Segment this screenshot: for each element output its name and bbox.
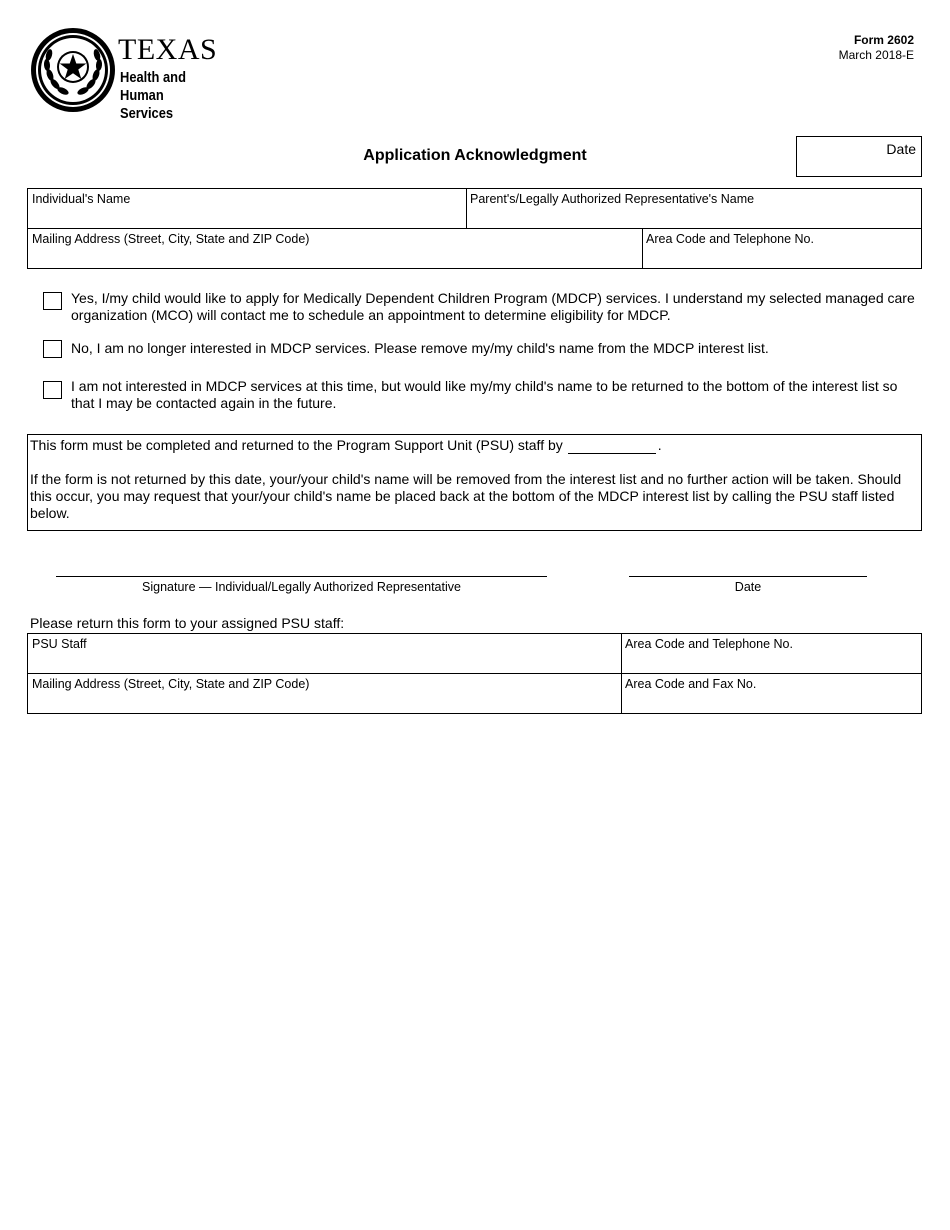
individual-name-label: Individual's Name (32, 192, 131, 206)
applicant-mailing-address-field[interactable] (28, 229, 642, 269)
psu-fax-label: Area Code and Fax No. (625, 677, 757, 691)
form-revision: March 2018-E (838, 48, 914, 62)
option-defer-checkbox[interactable] (43, 381, 62, 399)
individual-name-field[interactable] (28, 189, 466, 228)
option-apply-checkbox[interactable] (43, 292, 62, 310)
form-number: Form 2602 (853, 33, 914, 47)
applicant-mailing-address-label: Mailing Address (Street, City, State and ZIP Code) (32, 232, 310, 246)
psu-info-table (27, 633, 922, 714)
logo-line-2: Health and Human (120, 69, 186, 104)
applicant-info-table (27, 188, 922, 269)
option-defer-text: I am not interested in MDCP services at this time, but would like my/my child's name to be returned to the bottom of the interest list so that I may be contacted again in the future. (71, 378, 898, 411)
logo-line-3: Services (120, 105, 174, 122)
applicant-phone-label: Area Code and Telephone No. (646, 232, 814, 246)
deadline-period: . (657, 437, 662, 453)
representative-name-label: Parent's/Legally Authorized Representative's Name (470, 192, 755, 206)
date-field[interactable] (796, 136, 922, 177)
date-field-label: Date (886, 141, 916, 157)
signature-line[interactable] (56, 576, 547, 577)
deadline-line (30, 437, 662, 454)
deadline-date-field[interactable] (568, 440, 656, 454)
signature-label: Signature — Individual/Legally Authorized Representative (142, 580, 461, 594)
option-apply (43, 290, 921, 326)
return-instructions: Please return this form to your assigned PSU staff: (30, 615, 345, 631)
option-defer (43, 378, 921, 414)
psu-mailing-address-label: Mailing Address (Street, City, State and ZIP Code) (32, 677, 310, 691)
option-remove-checkbox[interactable] (43, 340, 62, 358)
psu-phone-label: Area Code and Telephone No. (625, 637, 793, 651)
signature-date-label: Date (734, 580, 762, 594)
psu-staff-label: PSU Staff (32, 637, 87, 651)
logo-texas-text: TEXAS (118, 33, 218, 66)
signature-date-line[interactable] (629, 576, 867, 577)
option-remove-text: No, I am no longer interested in MDCP services. Please remove my/my child's name from the MDCP interest list. (71, 340, 769, 356)
psu-staff-field[interactable] (28, 634, 621, 673)
texas-star-seal-icon (30, 27, 116, 113)
logo-agency-text (120, 69, 232, 123)
psu-mailing-address-field[interactable] (28, 674, 621, 714)
option-apply-text: Yes, I/my child would like to apply for Medically Dependent Children Program (MDCP) services. I understand my selected managed care organization (MCO) will contact me to schedule an appointment to determine eligibility for MDCP. (71, 290, 915, 323)
form-identifier (839, 33, 914, 63)
deadline-paragraph: If the form is not returned by this date, your/your child's name will be removed from the interest list and no further action will be taken. Should this occur, you may request that your/your child's name be placed back at the bottom of the MDCP interest list by calling the PSU staff listed below. (30, 471, 902, 521)
applicant-phone-field[interactable] (642, 229, 922, 269)
option-remove (43, 340, 921, 360)
page-title: Application Acknowledgment (363, 147, 587, 164)
psu-phone-field[interactable] (621, 634, 922, 673)
hhs-logo (30, 27, 250, 122)
psu-fax-field[interactable] (621, 674, 922, 714)
return-deadline-notice (27, 434, 922, 531)
deadline-text: This form must be completed and returned to the Program Support Unit (PSU) staff by (30, 437, 563, 453)
representative-name-field[interactable] (466, 189, 922, 228)
